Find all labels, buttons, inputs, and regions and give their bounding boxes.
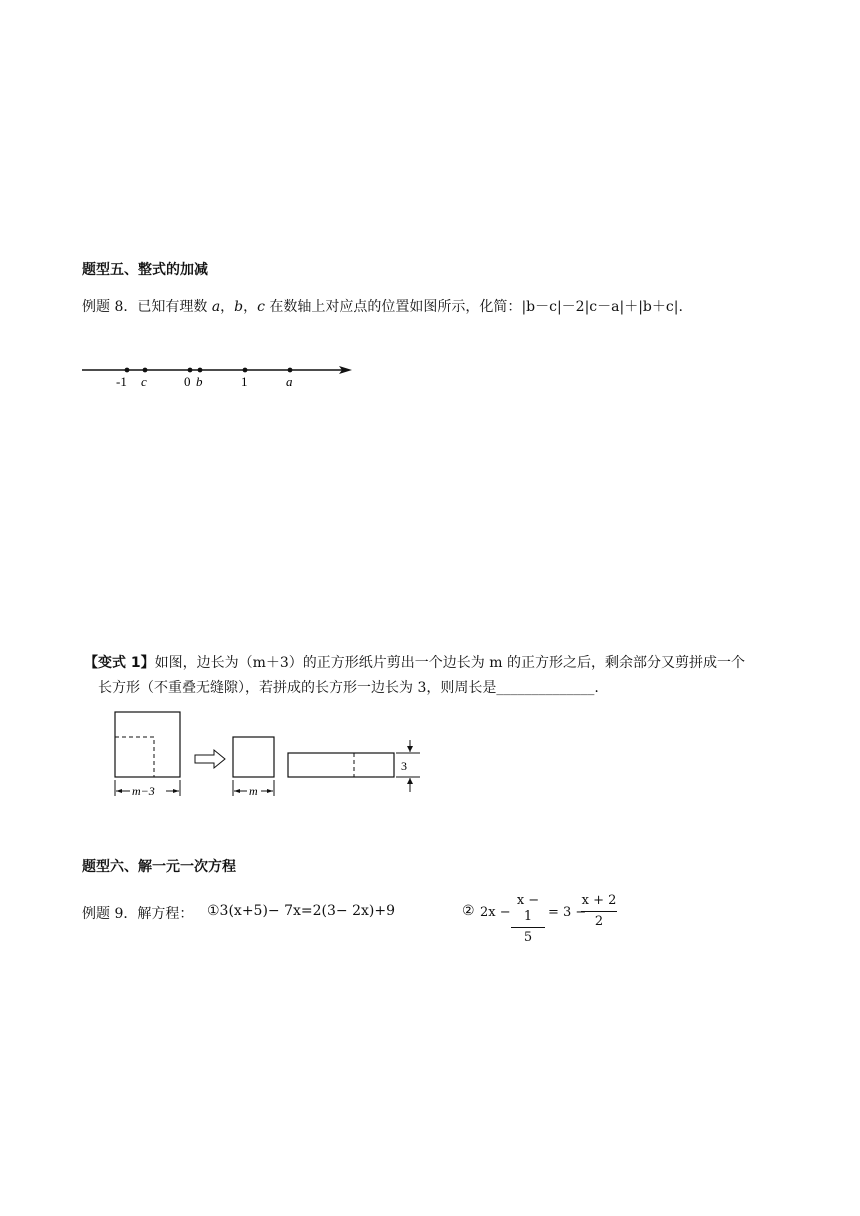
dim-arrow (234, 789, 240, 793)
point-b (198, 368, 203, 373)
fraction-1-denominator: 5 (523, 930, 533, 945)
section5-heading: 题型五、整式的加减 (82, 262, 208, 278)
variant1-text1: 如图，边长为（m＋3）的正方形纸片剪出一个边长为 m 的正方形之后，剩余部分又剪拼成一个 (154, 655, 745, 671)
variant1-tag: 【变式 1】 (84, 655, 155, 671)
variant1-line2 (98, 677, 599, 697)
var-c: c (257, 299, 265, 315)
label-minus1: -1 (116, 374, 127, 389)
var-b: b (234, 299, 244, 315)
example8-text (82, 296, 683, 316)
variant1-text2: 长方形（不重叠无缝隙），若拼成的长方形一边长为 3，则周长是 (98, 680, 497, 696)
label-c: c (141, 374, 147, 389)
point-c (143, 368, 148, 373)
fraction-1-bar (511, 927, 545, 928)
var-a: a (211, 299, 221, 315)
answer-blank: ______________. (496, 680, 599, 696)
point-0 (188, 368, 193, 373)
point-a (288, 368, 293, 373)
label-m: m (249, 784, 258, 798)
dim-arrow (116, 789, 122, 793)
equation-2-left: 2x − (480, 905, 511, 920)
dim-arrow (267, 789, 273, 793)
comma: ， (243, 299, 258, 315)
dim-arrow (407, 746, 413, 752)
example9-label: 例题 9．解方程： (82, 906, 194, 922)
example8-expression: |b－c|－2|c－a|＋|b＋c|. (521, 299, 683, 315)
number-line (80, 358, 360, 390)
big-square (115, 712, 180, 777)
label-a: a (286, 374, 293, 389)
section6-heading: 题型六、解一元一次方程 (82, 859, 236, 875)
comma: ， (220, 299, 235, 315)
equation-2-prefix: ② (462, 903, 475, 919)
fraction-2 (581, 893, 617, 930)
label-height-3: 3 (401, 759, 407, 773)
label-1: 1 (241, 374, 248, 389)
cut-line (115, 737, 154, 777)
dim-arrow (173, 789, 179, 793)
fraction-1 (511, 893, 545, 946)
dim-arrow (407, 778, 413, 784)
label-m-minus-3: m−3 (132, 784, 155, 798)
result-rectangle (288, 753, 394, 777)
fraction-2-denominator: 2 (594, 914, 604, 929)
label-0: 0 (184, 374, 191, 389)
fraction-2-numerator: x + 2 (581, 893, 617, 908)
point-minus1 (125, 368, 130, 373)
example8-rest: 在数轴上对应点的位置如图所示，化简： (264, 299, 522, 315)
fraction-1-numerator: x − 1 (516, 893, 540, 924)
transform-arrow-icon (195, 750, 225, 768)
label-b: b (196, 374, 203, 389)
equation-1: ①3(x+5)− 7x=2(3− 2x)+9 (207, 903, 395, 919)
point-1 (243, 368, 248, 373)
small-square (233, 737, 274, 777)
example8-intro: 例题 8．已知有理数 (82, 299, 212, 315)
variant1-line1 (84, 652, 745, 672)
square-cut-figure (108, 704, 428, 800)
fraction-2-bar (581, 911, 617, 912)
equation-2-mid: = 3 − (548, 905, 587, 920)
